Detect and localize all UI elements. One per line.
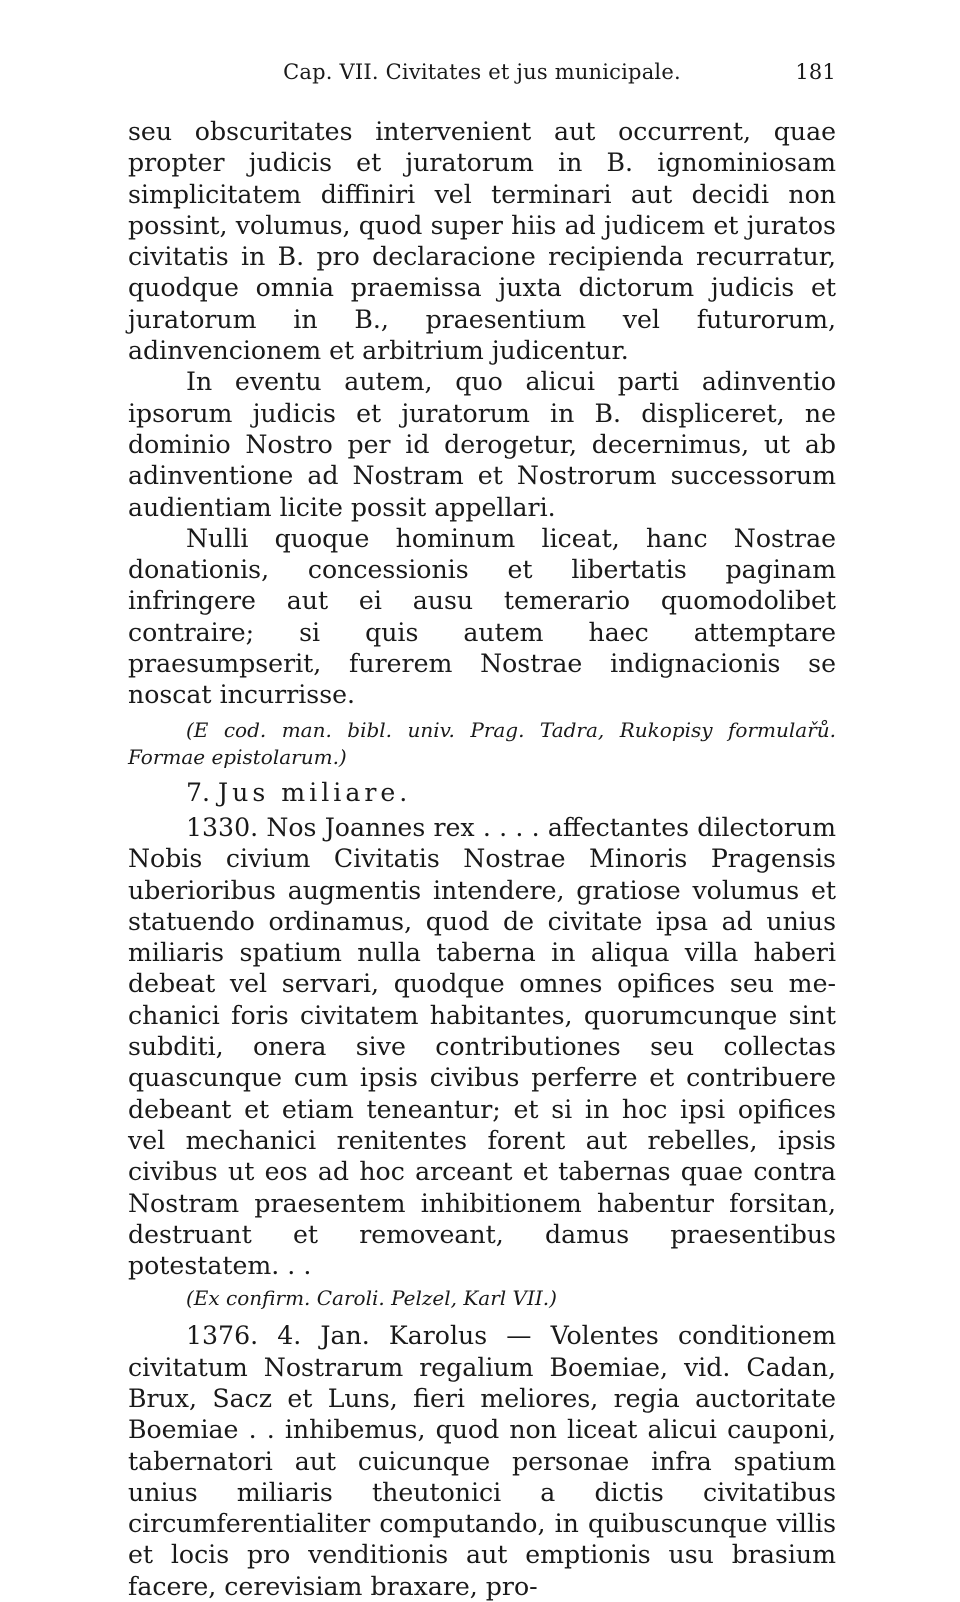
source-citation: (E cod. man. bibl. univ. Prag. Tadra, Rukopisy formulařů. Formae epistolarum.)	[128, 717, 836, 769]
paragraph-appeal: In eventu autem, quo alicui parti adinventio ipsorum judicis et juratorum in B. displiceret, ne dominio Nostro per id derogetur, decernimus, ut ab adinventione ad Nostram et Nostrorum successorum audientiam licite possit appellari.	[128, 367, 836, 522]
section-heading	[128, 777, 836, 808]
section-title: Jus miliare.	[218, 777, 412, 807]
running-title: Cap. VII. Civitates et jus municipale.	[283, 60, 681, 84]
paragraph-1330: 1330. Nos Joannes rex . . . . affectantes dilectorum Nobis civium Civitatis Nostrae Minoris Pragensis uberioribus augmentis intendere, gratiose volumus et statuendo ordinamus, quod de civitate ipsa ad unius miliaris spatium nulla taberna in aliqua villa haberi debeat vel servari, quodque omnes opifices seu mechanici foris civitatem habitantes, quorumcunque sint subditi, onera sive contributiones seu collectas quascunque cum ipsis civibus perferre et contribuere debeant et etiam teneantur; et si in hoc ipsi opifices vel mechanici renitentes forent aut rebelles, ipsis civibus ut eos ad hoc arceant et tabernas quae contra Nostram praesentem inhibitionem habentur forsitan, destruant et removeant, damus praesentibus potestatem. . .	[128, 812, 836, 1281]
book-page	[128, 56, 836, 1602]
running-header	[128, 56, 836, 92]
page-body	[128, 116, 836, 1602]
paragraph-1376: 1376. 4. Jan. Karolus — Volentes conditionem civitatum Nostrarum regalium Boemiae, vid. Cadan, Brux, Sacz et Luns, fieri meliores, regia auctoritate Boemiae . . inhibemus, quod non liceat alicui cauponi, tabernatori aut cuicunque personae infra spatium unius miliaris theutonici a dictis civitatibus circumferentialiter computando, in quibuscunque villis et locis pro venditionis aut emptionis usu brasium facere, cerevisiam braxare, pro-	[128, 1321, 836, 1601]
page-number: 181	[795, 60, 836, 84]
paragraph-continuation: seu obscuritates intervenient aut occurrent, quae propter judicis et juratorum in B. ignominiosam simplicitatem diffiniri vel terminari aut decidi non possint, volumus, quod super hiis ad judicem et juratos civitatis in B. pro declaracione recipienda recurratur, quodque omnia praemissa juxta dictorum judicis et juratorum in B., praesentium vel futurorum, adinvencionem et arbitrium judicentur.	[128, 117, 836, 366]
source-citation: (Ex confirm. Caroli. Pelzel, Karl VII.)	[186, 1286, 557, 1311]
paragraph-sanction: Nulli quoque hominum liceat, hanc Nostrae donationis, concessionis et libertatis paginam infringere aut ei ausu temerario quomodolibet contraire; si quis autem haec attemptare praesumpserit, furerem Nostrae indignacionis se noscat incurrisse.	[128, 523, 836, 710]
section-number: 7.	[186, 777, 211, 807]
